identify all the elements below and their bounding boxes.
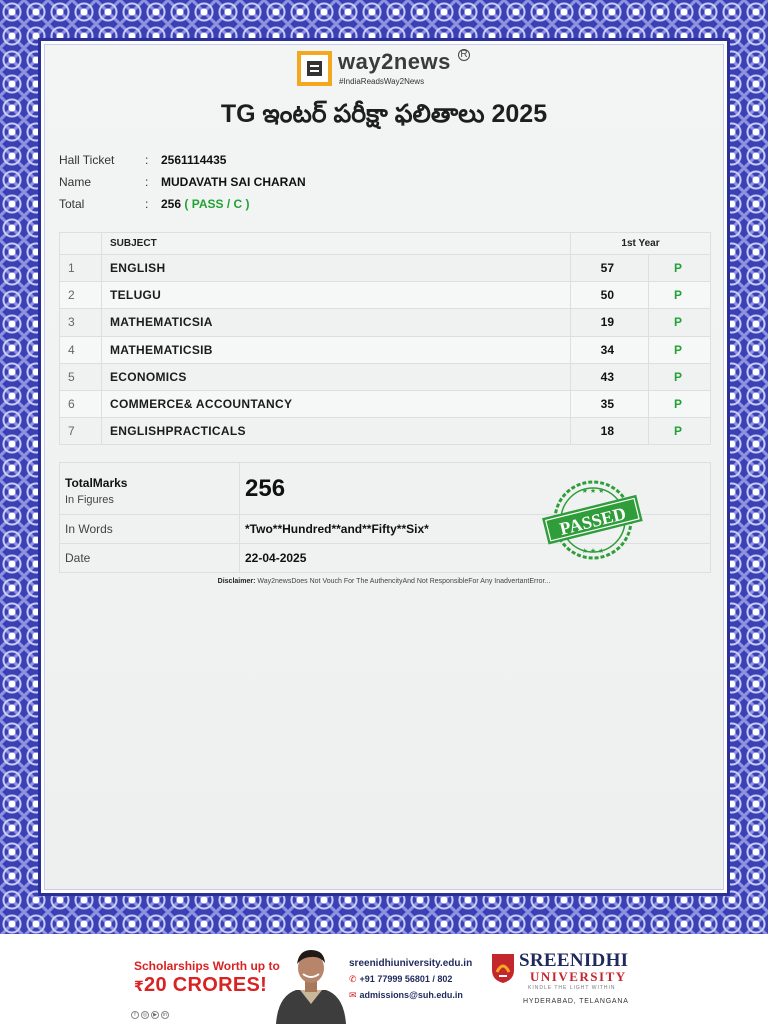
in-figures-label: In Figures (65, 493, 114, 506)
row-number: 3 (60, 309, 102, 336)
stamp-text: PASSED (557, 503, 629, 539)
hall-ticket-label: Hall Ticket (59, 153, 115, 167)
ad-line1: Scholarships Worth up to (134, 959, 280, 973)
subject-result: P (649, 255, 711, 282)
subject-marks: 57 (571, 255, 649, 282)
disclaimer-label: Disclaimer: (217, 578, 256, 585)
social-icons (131, 1003, 171, 1021)
subject-result: P (649, 336, 711, 363)
university-location: HYDERABAD, TELANGANA (523, 998, 629, 1005)
colon: : (145, 175, 149, 189)
ad-phone[interactable]: +91 77999 56801 / 802 (359, 974, 453, 984)
logo-brand: way2news (338, 49, 451, 74)
total-marks: 256 (161, 197, 182, 211)
table-row (60, 282, 711, 309)
row-number: 4 (60, 336, 102, 363)
year-header: 1st Year (571, 233, 711, 255)
date-label: Date (60, 544, 240, 573)
university-subname: UNIVERSITY (530, 969, 627, 984)
name-label: Name (59, 175, 92, 189)
subject-marks: 19 (571, 309, 649, 336)
ad-phone-line (349, 974, 472, 985)
instagram-icon[interactable]: ◎ (142, 1012, 148, 1018)
footer-advertisement[interactable] (0, 934, 768, 1024)
table-row (60, 418, 711, 445)
row-number: 6 (60, 390, 102, 417)
total-value (161, 197, 250, 211)
student-photo (274, 944, 348, 1024)
passed-stamp (541, 479, 644, 561)
row-number: 1 (60, 255, 102, 282)
subject-name: ECONOMICS (102, 363, 571, 390)
in-words-label: In Words (60, 515, 240, 544)
logo-tagline: #IndiaReadsWay2News (339, 77, 425, 86)
news-doc-icon (297, 51, 332, 86)
rupee-symbol: ₹ (134, 978, 145, 994)
facebook-icon[interactable]: f (131, 1011, 139, 1019)
subject-result: P (649, 309, 711, 336)
subject-name: ENGLISH (102, 255, 571, 282)
table-row (60, 390, 711, 417)
row-number: 7 (60, 418, 102, 445)
ad-crores: 20 CRORES! (144, 974, 268, 996)
ad-email-line (349, 990, 472, 1001)
mail-icon: ✉ (349, 990, 357, 1000)
table-row (60, 363, 711, 390)
subject-marks: 18 (571, 418, 649, 445)
colon: : (145, 197, 149, 211)
subject-result: P (649, 418, 711, 445)
ad-scholarship (134, 959, 280, 997)
pass-status: ( PASS / C ) (184, 197, 250, 211)
ad-contact (349, 958, 472, 1006)
university-tagline: KINDLE THE LIGHT WITHIN (528, 985, 616, 991)
subject-result: P (649, 282, 711, 309)
colon: : (145, 153, 149, 167)
ad-email[interactable]: admissions@suh.edu.in (359, 990, 463, 1000)
university-name: SREENIDHI (519, 950, 629, 971)
disclaimer (44, 578, 724, 585)
registered-icon: R (458, 49, 470, 61)
num-header (60, 233, 102, 255)
table-header-row (60, 233, 711, 255)
disclaimer-text: Way2newsDoes Not Vouch For The AuthencityAnd Not ResponsibleFor Any InadvertantError... (255, 578, 551, 585)
phone-icon: ✆ (349, 974, 357, 984)
svg-text:★ ★ ★: ★ ★ ★ (581, 548, 605, 555)
table-row (60, 255, 711, 282)
way2news-logo (297, 50, 477, 90)
subject-name: MATHEMATICSIB (102, 336, 571, 363)
subject-marks: 34 (571, 336, 649, 363)
words-value: *Two**Hundred**and**Fifty**Six* (240, 515, 711, 544)
subject-marks: 50 (571, 282, 649, 309)
subjects-table (59, 232, 711, 445)
total-marks-label: TotalMarks (65, 475, 128, 490)
page-title: TG ఇంటర్ పరీక్షా ఫలితాలు 2025 (220, 100, 548, 128)
name-value: MUDAVATH SAI CHARAN (161, 175, 306, 189)
figures-value: 256 (245, 474, 286, 502)
hall-ticket-value: 2561114435 (161, 153, 227, 167)
table-row (60, 309, 711, 336)
row-number: 2 (60, 282, 102, 309)
subject-header: SUBJECT (102, 233, 571, 255)
subject-name: ENGLISHPRACTICALS (102, 418, 571, 445)
total-label: Total (59, 197, 85, 211)
subject-result: P (649, 363, 711, 390)
ad-website[interactable]: sreenidhiuniversity.edu.in (349, 958, 473, 969)
linkedin-icon[interactable]: in (161, 1011, 169, 1019)
youtube-icon[interactable]: ▶ (151, 1011, 159, 1019)
subject-name: TELUGU (102, 282, 571, 309)
date-value: 22-04-2025 (240, 544, 711, 573)
svg-text:★ ★ ★: ★ ★ ★ (581, 488, 605, 495)
subject-marks: 35 (571, 390, 649, 417)
ad-line2 (134, 974, 280, 997)
subject-marks: 43 (571, 363, 649, 390)
total-marks-cell (60, 463, 240, 515)
subject-name: MATHEMATICSIA (102, 309, 571, 336)
subject-name: COMMERCE& ACCOUNTANCY (102, 390, 571, 417)
university-logo-icon (490, 952, 516, 984)
row-number: 5 (60, 363, 102, 390)
subject-result: P (649, 390, 711, 417)
table-row (60, 336, 711, 363)
